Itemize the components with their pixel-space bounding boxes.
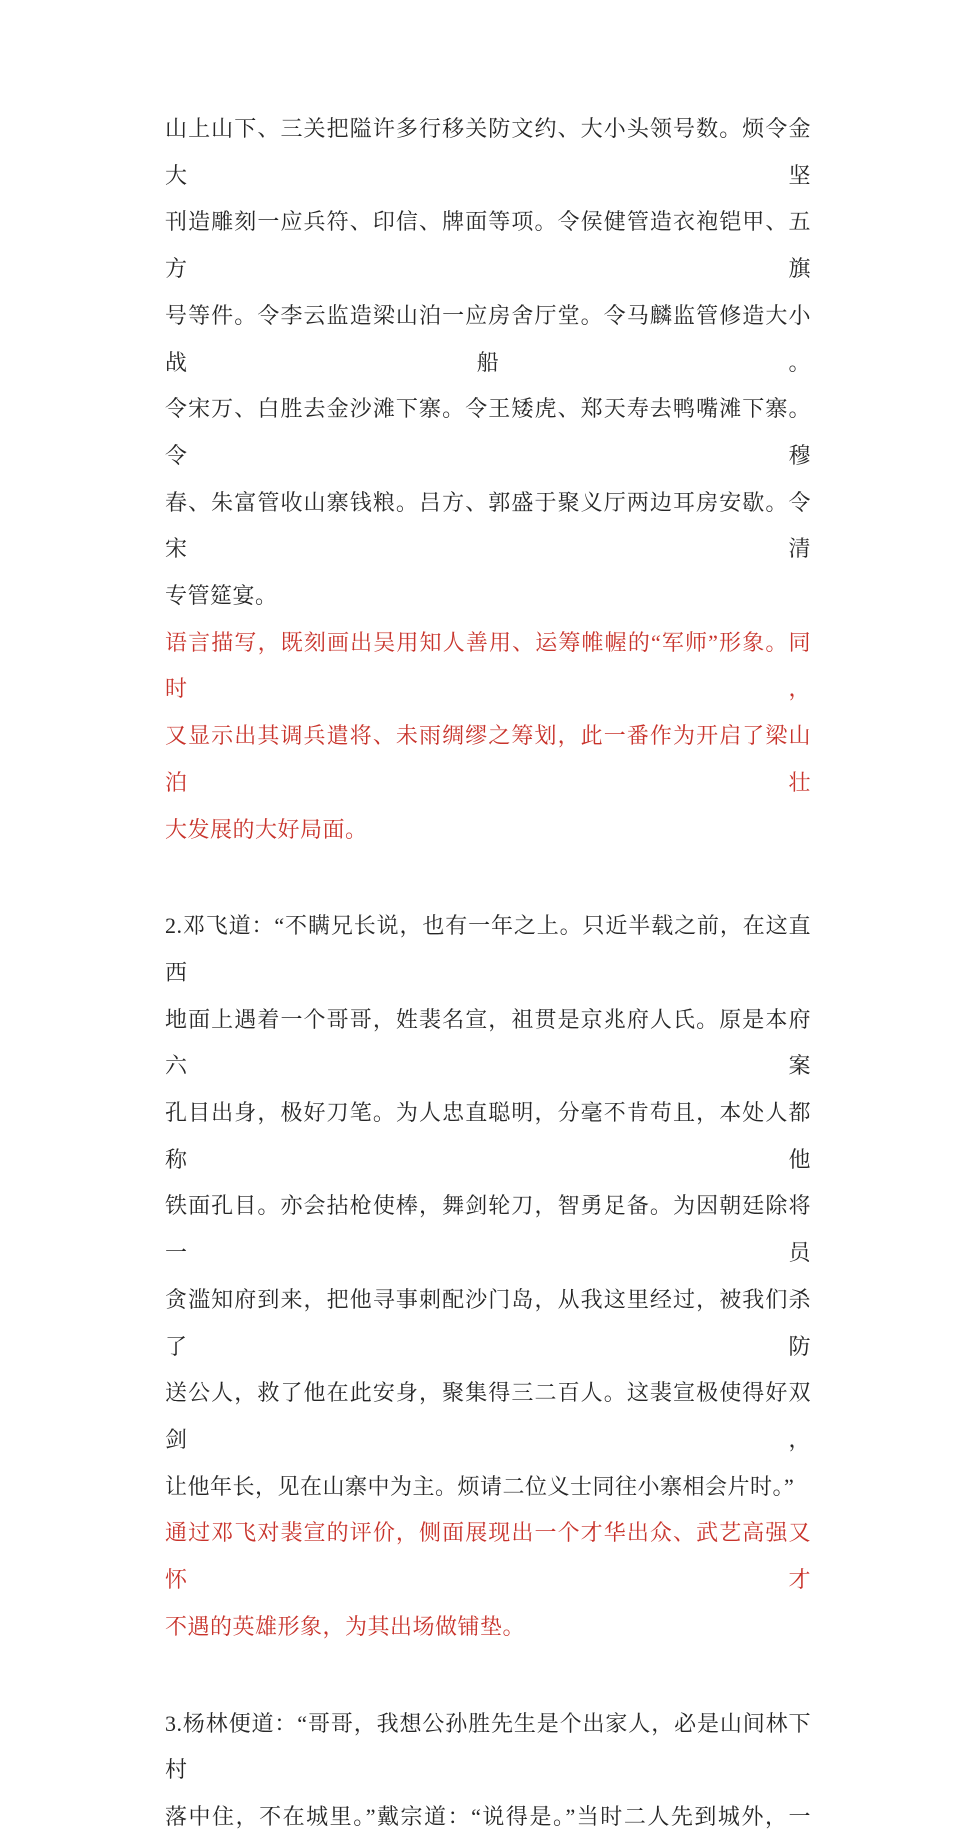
text-line: 2.邓飞道：“不瞒兄长说，也有一年之上。只近半载之前，在这直西 <box>165 913 811 985</box>
text-line: 铁面孔目。亦会拈枪使棒，舞剑轮刀，智勇足备。为因朝廷除将一员 <box>165 1193 811 1266</box>
text-line: 专管筵宴。 <box>165 583 278 609</box>
body-paragraph <box>165 1701 811 1841</box>
text-line: 又显示出其调兵遣将、未雨绸缪之筹划，此一番作为开启了梁山泊壮 <box>165 723 811 795</box>
text-line: 不遇的英雄形象，为其出场做铺垫。 <box>165 1613 526 1639</box>
text-line: 春、朱富管收山寨钱粮。吕方、郭盛于聚义厅两边耳房安歇。令宋清 <box>165 489 811 562</box>
text-column <box>165 106 811 1841</box>
text-line: 刊造雕刻一应兵符、印信、牌面等项。令侯健管造衣袍铠甲、五方旗 <box>165 209 811 282</box>
text-line: 送公人，救了他在此安身，聚集得三二百人。这裴宣极使得好双剑， <box>165 1380 811 1452</box>
text-line: 落中住，不在城里。”戴宗道：“说得是。”当时二人先到城外，一 <box>165 1803 811 1829</box>
text-line: 号等件。令李云监造梁山泊一应房舍厅堂。令马麟监管修造大小战船。 <box>165 302 811 375</box>
body-paragraph <box>165 903 811 1510</box>
text-line: 令宋万、白胜去金沙滩下寨。令王矮虎、郑天寿去鸭嘴滩下寨。令穆 <box>165 396 811 468</box>
text-line: 山上山下、三关把隘许多行移关防文约、大小头领号数。烦令金大坚 <box>165 116 811 188</box>
text-line: 孔目出身，极好刀笔。为人忠直聪明，分毫不肯苟且，本处人都称他 <box>165 1100 811 1172</box>
annotation-paragraph <box>165 1510 811 1650</box>
text-line: 地面上遇着一个哥哥，姓裴名宣，祖贯是京兆府人氏。原是本府六案 <box>165 1006 811 1079</box>
text-line: 语言描写，既刻画出吴用知人善用、运筹帷幄的“军师”形象。同时， <box>165 629 811 702</box>
text-line: 大发展的大好局面。 <box>165 816 368 842</box>
text-line: 通过邓飞对裴宣的评价，侧面展现出一个才华出众、武艺高强又怀才 <box>165 1520 811 1593</box>
text-line: 让他年长，见在山寨中为主。烦请二位义士同往小寨相会片时。” <box>165 1473 795 1499</box>
text-line: 贪滥知府到来，把他寻事刺配沙门岛，从我这里经过，被我们杀了防 <box>165 1286 811 1359</box>
body-paragraph <box>165 106 811 620</box>
annotation-paragraph <box>165 620 811 854</box>
text-line: 3.杨林便道：“哥哥，我想公孙胜先生是个出家人，必是山间林下村 <box>165 1710 811 1783</box>
